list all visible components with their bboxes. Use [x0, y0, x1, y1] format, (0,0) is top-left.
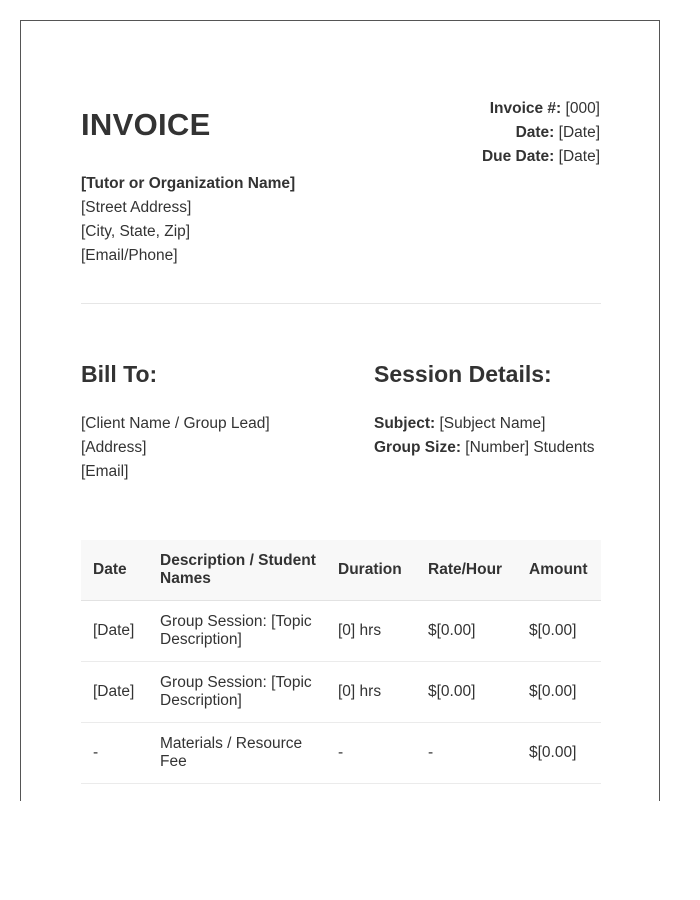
sender-city: [City, State, Zip] [81, 223, 191, 240]
invoice-date-line [482, 121, 600, 145]
column-header-rate: Rate/Hour [416, 540, 517, 601]
invoice-number-label: Invoice #: [489, 100, 562, 117]
due-date-line [482, 145, 600, 169]
sender-block [81, 172, 295, 268]
cell-date: [Date] [81, 662, 148, 723]
subject-label: Subject: [374, 415, 436, 432]
cell-duration: [0] hrs [326, 601, 416, 662]
due-date-label: Due Date: [481, 148, 555, 165]
client-address: [Address] [81, 439, 147, 456]
cell-amount: $[0.00] [517, 601, 601, 662]
invoice-sheet [20, 20, 660, 801]
bill-to-heading: Bill To: [81, 361, 158, 387]
cell-description: Group Session: [Topic Description] [148, 601, 326, 662]
cell-duration: [0] hrs [326, 662, 416, 723]
subject-line [374, 412, 595, 436]
table-row [81, 723, 601, 784]
invoice-meta [482, 97, 600, 169]
table-row [81, 601, 601, 662]
invoice-number-line [482, 97, 600, 121]
sender-street: [Street Address] [81, 199, 192, 216]
invoice-title: INVOICE [81, 107, 211, 142]
column-header-description: Description / Student Names [148, 540, 326, 601]
due-date-value: [Date] [558, 148, 600, 165]
session-details-heading: Session Details: [374, 361, 552, 387]
session-details-block [374, 412, 595, 460]
subject-value: [Subject Name] [439, 415, 546, 432]
header-divider [81, 303, 601, 304]
line-items-table [81, 540, 601, 784]
client-name: [Client Name / Group Lead] [81, 415, 270, 432]
cell-rate: $[0.00] [416, 601, 517, 662]
cell-description: Group Session: [Topic Description] [148, 662, 326, 723]
cell-rate: - [416, 723, 517, 784]
cell-amount: $[0.00] [517, 723, 601, 784]
cell-date: [Date] [81, 601, 148, 662]
table-row [81, 662, 601, 723]
client-email: [Email] [81, 463, 129, 480]
cell-duration: - [326, 723, 416, 784]
bill-to-block [81, 412, 270, 484]
column-header-date: Date [81, 540, 148, 601]
cell-date: - [81, 723, 148, 784]
invoice-number-value: [000] [565, 100, 600, 117]
sender-contact: [Email/Phone] [81, 247, 178, 264]
invoice-date-value: [Date] [558, 124, 600, 141]
group-size-value: [Number] Students [465, 439, 595, 456]
table-header-row [81, 540, 601, 601]
group-size-label: Group Size: [374, 439, 461, 456]
column-header-duration: Duration [326, 540, 416, 601]
cell-rate: $[0.00] [416, 662, 517, 723]
column-header-amount: Amount [517, 540, 601, 601]
cell-amount: $[0.00] [517, 662, 601, 723]
group-size-line [374, 436, 595, 460]
cell-description: Materials / Resource Fee [148, 723, 326, 784]
invoice-date-label: Date: [515, 124, 555, 141]
sender-name: [Tutor or Organization Name] [81, 175, 296, 192]
